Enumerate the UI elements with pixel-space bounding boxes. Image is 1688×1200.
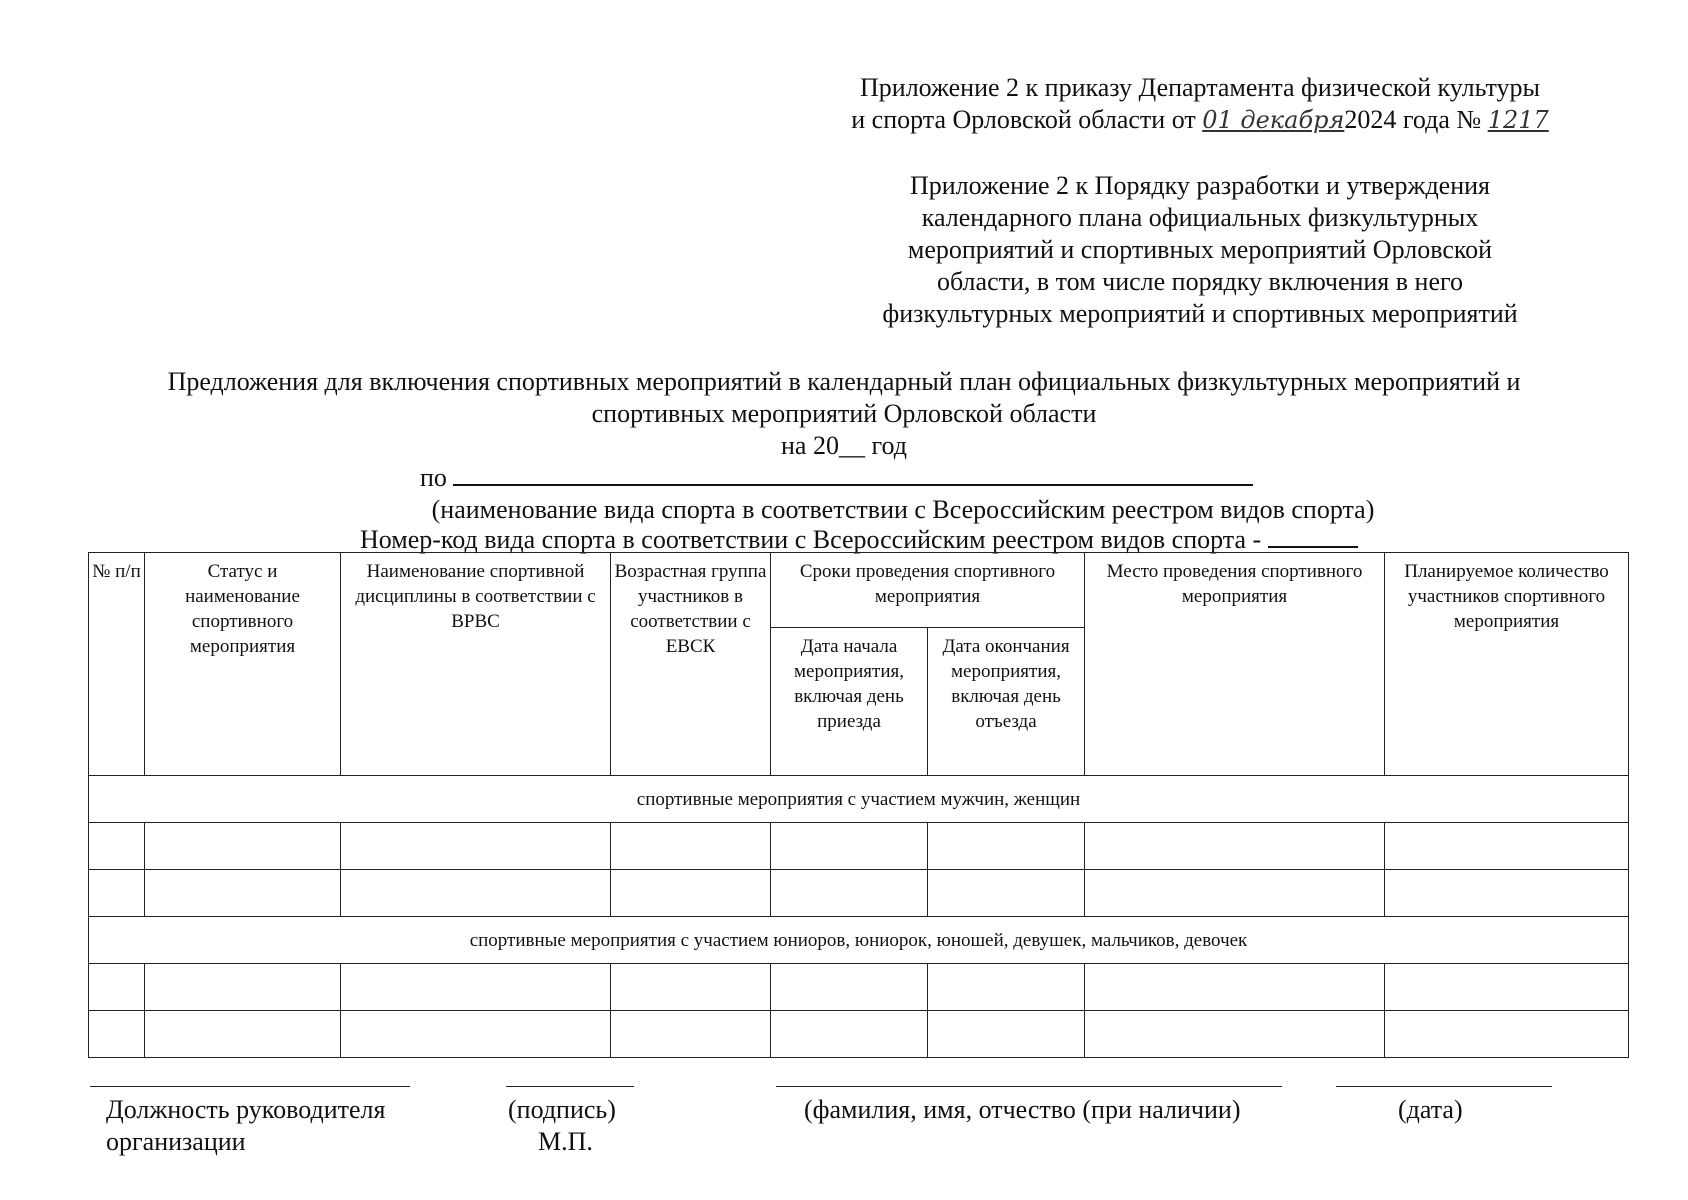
table-cell[interactable] — [1385, 1011, 1629, 1058]
col-header-age-group: Возрастная группа участников в соответствии с ЕВСК — [611, 553, 771, 776]
events-table — [88, 552, 1629, 1058]
order-header-middle: 2024 года № — [1344, 105, 1488, 134]
table-cell[interactable] — [1385, 870, 1629, 917]
full-name-label: (фамилия, имя, отчество (при наличии) — [804, 1095, 1241, 1124]
title-line2: спортивных мероприятий Орловской области — [591, 399, 1097, 428]
procedure-header-line1: Приложение 2 к Порядку разработки и утверждения — [909, 171, 1490, 200]
signature-label: (подпись) — [508, 1095, 616, 1124]
table-cell[interactable] — [611, 964, 771, 1011]
table-cell[interactable] — [611, 1011, 771, 1058]
table-cell[interactable] — [89, 870, 145, 917]
title-year: на 20__ год — [781, 431, 907, 460]
table-cell[interactable] — [611, 823, 771, 870]
table-cell[interactable] — [1085, 964, 1385, 1011]
table-cell[interactable] — [928, 964, 1085, 1011]
order-header-prefix: и спорта Орловской области от — [851, 105, 1203, 134]
section-adults: спортивные мероприятия с участием мужчин, женщин — [89, 776, 1629, 823]
title-line1: Предложения для включения спортивных мероприятий в календарный план официальных физкультурных мероприятий и — [167, 367, 1521, 396]
table-cell[interactable] — [145, 870, 341, 917]
table-cell[interactable] — [145, 823, 341, 870]
table-cell[interactable] — [928, 823, 1085, 870]
col-header-start-date: Дата начала мероприятия, включая день приезда — [771, 628, 928, 776]
col-header-venue: Место проведения спортивного мероприятия — [1085, 553, 1385, 776]
table-cell[interactable] — [1085, 1011, 1385, 1058]
table-cell[interactable] — [145, 964, 341, 1011]
position-label: Должность руководителя — [106, 1095, 386, 1124]
table-cell[interactable] — [89, 964, 145, 1011]
table-cell[interactable] — [145, 1011, 341, 1058]
sport-name-line[interactable] — [453, 462, 1253, 486]
sport-code-label: Номер-код вида спорта в соответствии с Всероссийским реестром видов спорта - — [360, 525, 1262, 554]
date-label: (дата) — [1398, 1095, 1463, 1124]
order-header-line2 — [820, 104, 1580, 136]
date-line[interactable] — [1336, 1086, 1552, 1087]
table-cell[interactable] — [928, 870, 1085, 917]
po-label: по — [420, 463, 447, 492]
position-label-line2: организации — [106, 1127, 246, 1156]
table-row — [89, 964, 1629, 1011]
signature-line[interactable] — [506, 1086, 634, 1087]
table-cell[interactable] — [1085, 870, 1385, 917]
procedure-header-line3: мероприятий и спортивных мероприятий Орловской — [907, 235, 1493, 264]
col-header-end-date: Дата окончания мероприятия, включая день отъезда — [928, 628, 1085, 776]
col-header-participants: Планируемое количество участников спортивного мероприятия — [1385, 553, 1629, 776]
procedure-header-line2: календарного плана официальных физкультурных — [921, 203, 1479, 232]
table-cell[interactable] — [1385, 964, 1629, 1011]
table-cell[interactable] — [771, 964, 928, 1011]
col-header-discipline: Наименование спортивной дисциплины в соответствии с ВРВС — [341, 553, 611, 776]
table-cell[interactable] — [928, 1011, 1085, 1058]
table-cell[interactable] — [89, 823, 145, 870]
col-header-num: № п/п — [89, 553, 145, 776]
order-header-line1: Приложение 2 к приказу Департамента физической культуры — [860, 73, 1540, 102]
table-row — [89, 1011, 1629, 1058]
sport-code-field — [360, 524, 1358, 555]
handwritten-number: 1217 — [1487, 106, 1549, 134]
sport-caption: (наименование вида спорта в соответствии с Всероссийским реестром видов спорта) — [431, 495, 1375, 524]
table-cell[interactable] — [341, 870, 611, 917]
procedure-header-line5: физкультурных мероприятий и спортивных мероприятий — [882, 299, 1518, 328]
col-header-status: Статус и наименование спортивного мероприятия — [145, 553, 341, 776]
table-cell[interactable] — [341, 964, 611, 1011]
section-juniors: спортивные мероприятия с участием юниоров, юниорок, юношей, девушек, мальчиков, девочек — [89, 917, 1629, 964]
table-cell[interactable] — [771, 1011, 928, 1058]
position-signature-line[interactable] — [90, 1086, 410, 1087]
col-header-dates: Сроки проведения спортивного мероприятия — [771, 553, 1085, 628]
table-cell[interactable] — [1085, 823, 1385, 870]
table-row — [89, 823, 1629, 870]
table-cell[interactable] — [341, 823, 611, 870]
stamp-label: М.П. — [538, 1127, 593, 1156]
table-cell[interactable] — [89, 1011, 145, 1058]
table-cell[interactable] — [611, 870, 771, 917]
table-cell[interactable] — [771, 870, 928, 917]
table-cell[interactable] — [771, 823, 928, 870]
procedure-header-line4: области, в том числе порядку включения в него — [936, 267, 1464, 296]
sport-code-line[interactable] — [1268, 526, 1358, 548]
sport-field — [420, 462, 1253, 493]
full-name-line[interactable] — [776, 1086, 1282, 1087]
table-cell[interactable] — [341, 1011, 611, 1058]
handwritten-date: 01 декабря — [1202, 106, 1345, 134]
table-row — [89, 870, 1629, 917]
table-cell[interactable] — [1385, 823, 1629, 870]
